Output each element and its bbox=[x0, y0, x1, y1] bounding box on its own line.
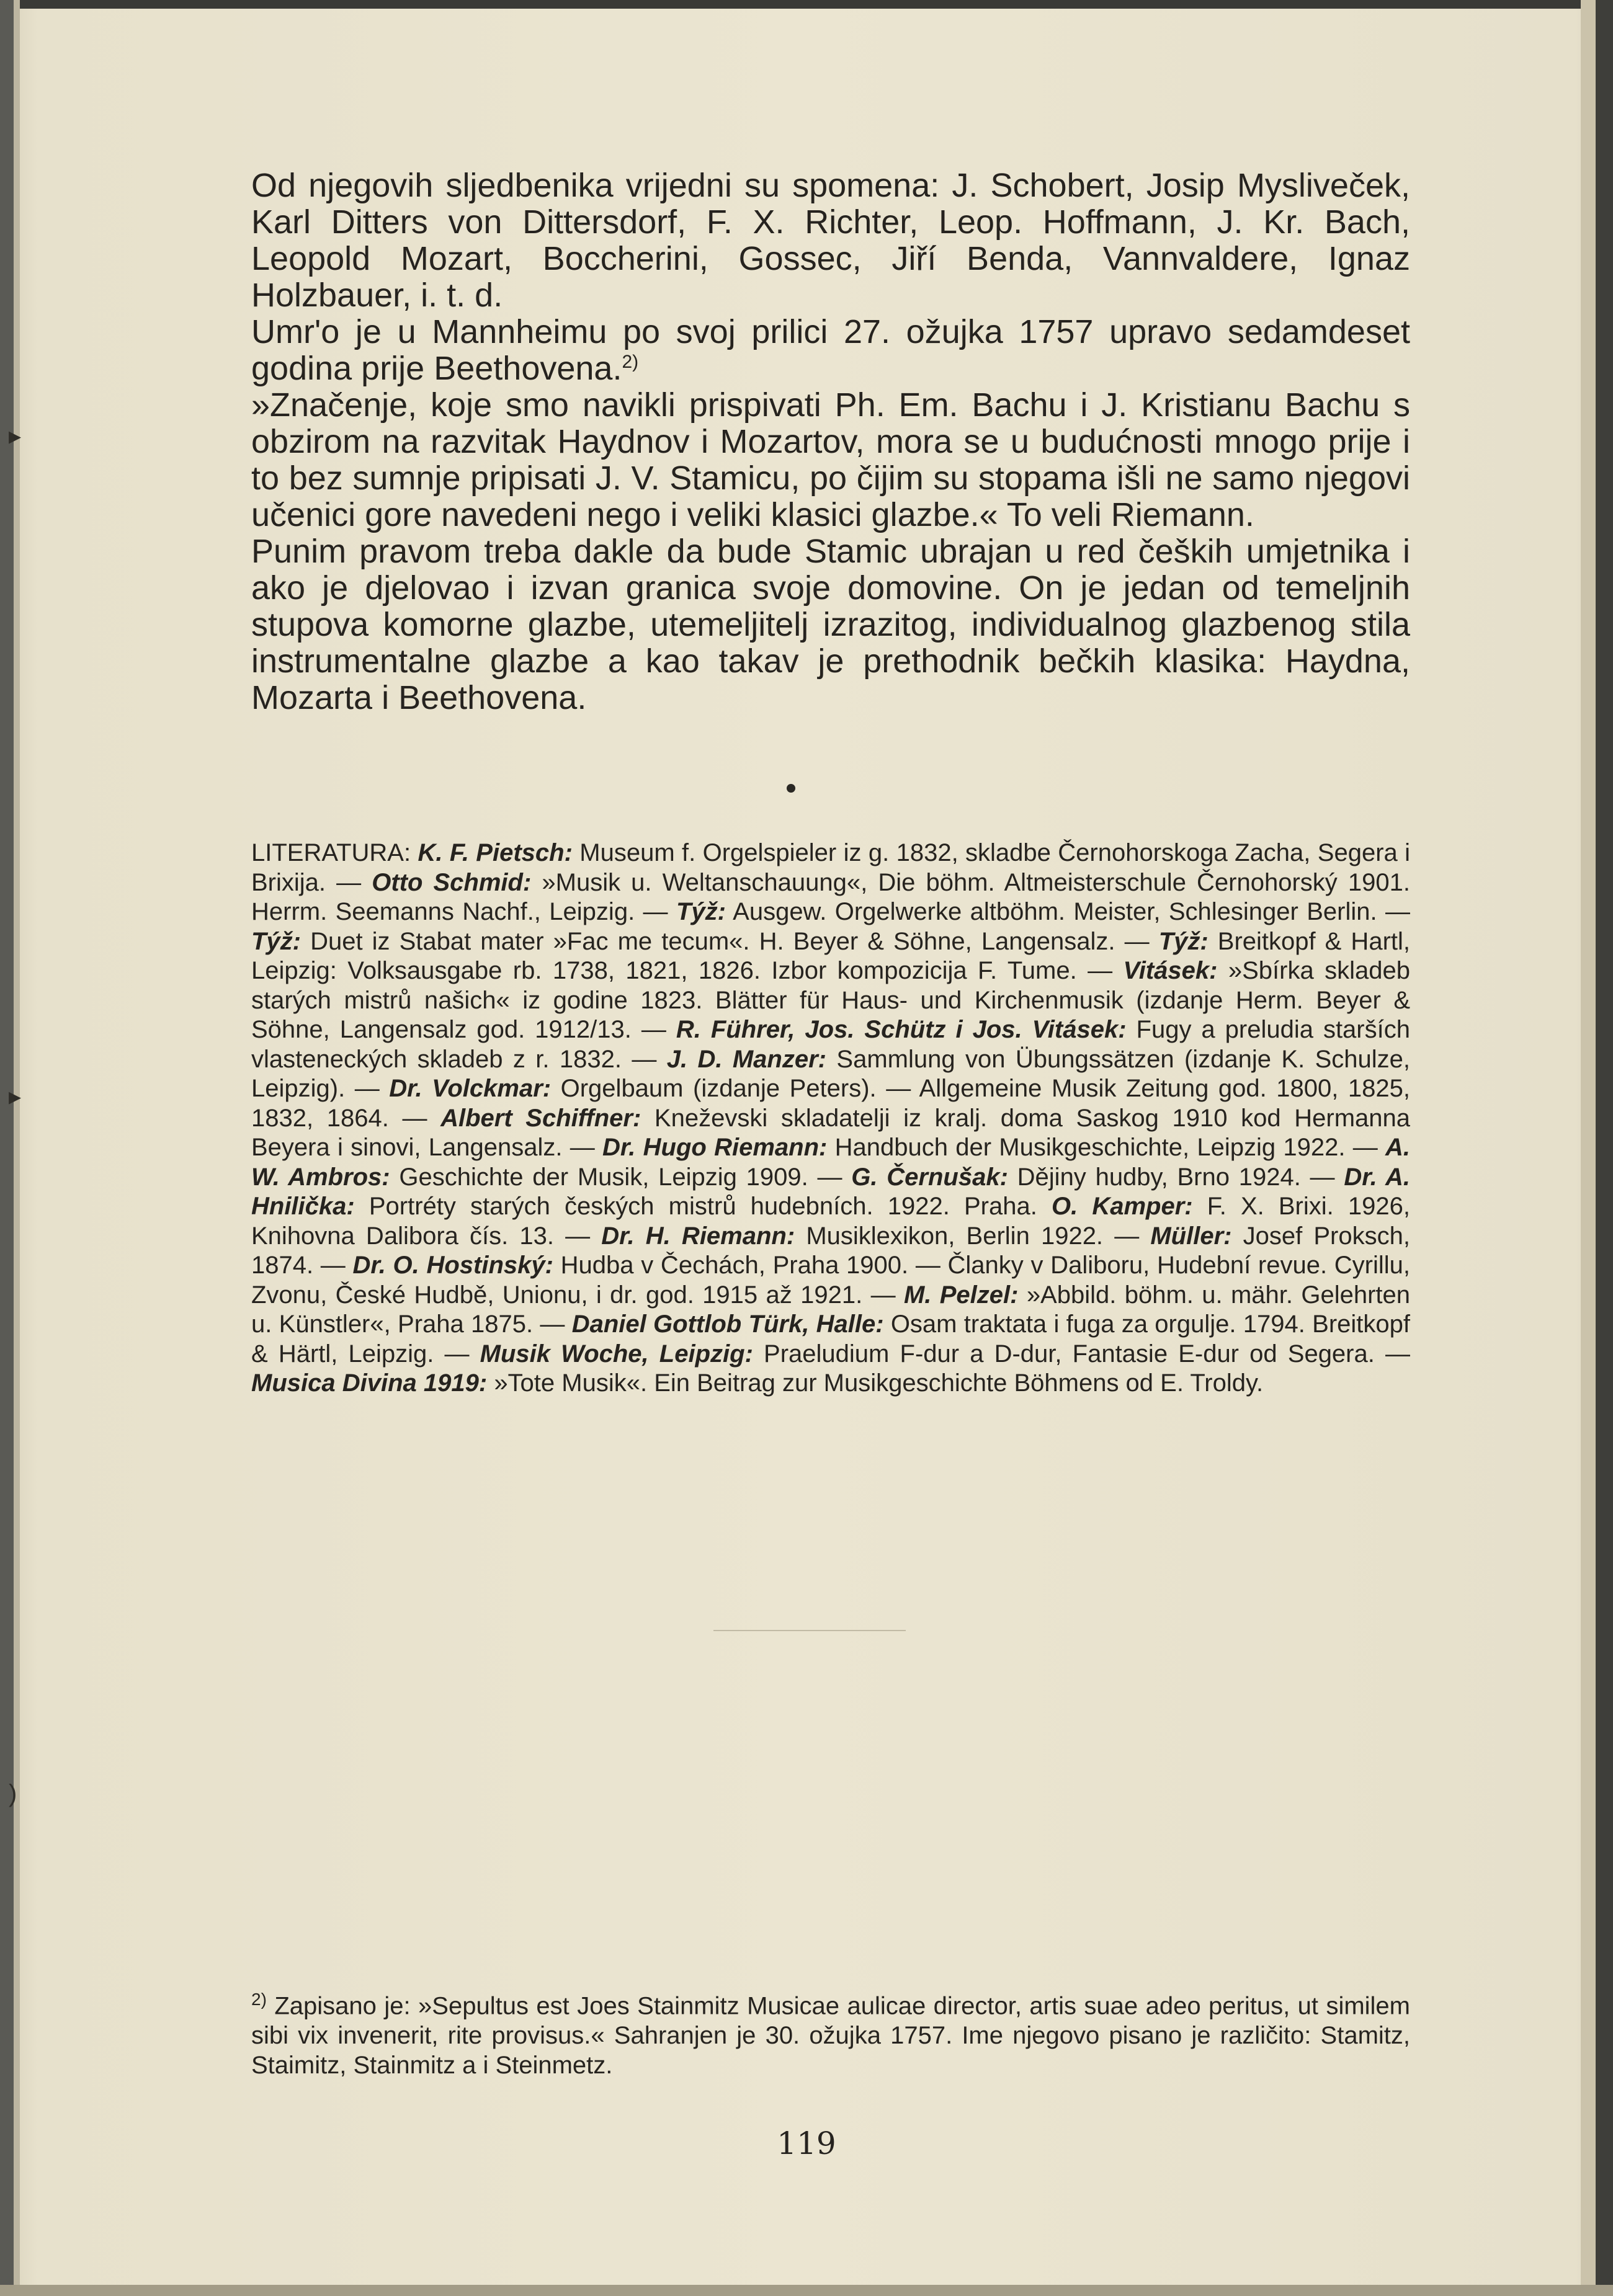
lit-author: Musica Divina 1919: bbox=[251, 1369, 488, 1397]
paragraph-death: Umr'o je u Mannheimu po svoj prilici 27. ožujka 1757 upravo sedamdeset godina prije Beethovena.$^{2)}$ bbox=[251, 313, 1410, 387]
lit-author: Müller: bbox=[1150, 1222, 1232, 1250]
scan-left-edge-shadow bbox=[14, 0, 20, 2296]
lit-entry: Josef Proksch, 1874. — bbox=[251, 1222, 1410, 1279]
lit-author: Dr. Hugo Riemann: bbox=[602, 1134, 828, 1161]
lit-entry: »Abbild. böhm. u. mähr. Gelehrten u. Künstler«, Praha 1875. — bbox=[251, 1281, 1410, 1338]
lit-entry: Portréty starých českých mistrů hudebních. 1922. Praha. bbox=[369, 1193, 1037, 1220]
lit-author: Vitásek: bbox=[1123, 957, 1218, 984]
scan-left-edge bbox=[0, 0, 14, 2296]
lit-author: Dr. Volckmar: bbox=[389, 1075, 552, 1102]
lit-entry: Dějiny hudby, Brno 1924. — bbox=[1017, 1163, 1335, 1191]
lit-entry: Handbuch der Musikgeschichte, Leipzig 1922. — bbox=[834, 1134, 1378, 1161]
lit-entry: »Tote Musik«. Ein Beitrag zur Musikgeschichte Böhmens od E. Troldy. bbox=[494, 1369, 1264, 1397]
section-divider bbox=[713, 1630, 906, 1631]
lit-entry: Hudba v Čechách, Praha 1900. — Članky v Daliboru, Hudební revue. Cyrillu, Zvonu, České Hudbě, Unionu, i dr. god. 1915 až 1921. — bbox=[251, 1252, 1410, 1309]
page-number: 119 bbox=[777, 2125, 836, 2161]
lit-author: M. Pelzel: bbox=[903, 1281, 1019, 1309]
lit-entry: Ausgew. Orgelwerke altböhm. Meister, Schlesinger Berlin. — bbox=[733, 898, 1410, 925]
lit-author: J. D. Manzer: bbox=[666, 1045, 826, 1073]
lit-entry: Musiklexikon, Berlin 1922. — bbox=[806, 1222, 1140, 1250]
lit-entry: Orgelbaum (izdanje Peters). — Allgemeine Musik Zeitung god. 1800, 1825, 1832, 1864. — bbox=[251, 1075, 1410, 1132]
paragraph-conclusion: Punim pravom treba dakle da bude Stamic ubrajan u red čeških umjetnika i ako je djelovao i izvan granica svoje domovine. On je jedan od temeljnih stupova komorne glazbe, utemeljitelj izrazitog, individualnog glazbenog stila instrumentalne glazbe a kao takav je prethodnik bečkih klasika: Haydna, Mozarta i Beethovena. bbox=[251, 533, 1410, 716]
lit-author: A. W. Ambros: bbox=[251, 1134, 1410, 1191]
footnote-ref: 2) bbox=[622, 352, 639, 372]
lit-entry: »Musik u. Weltanschauung«, Die böhm. Altmeisterschule Černohorský 1901. Herrm. Seemanns Nachf., Leipzig. — bbox=[251, 868, 1410, 925]
scan-right-edge-shadow bbox=[1581, 0, 1596, 2296]
lit-author: Dr. O. Hostinský: bbox=[352, 1252, 553, 1279]
lit-author: Dr. A. Hnilička: bbox=[251, 1163, 1410, 1220]
lit-author: Daniel Gottlob Türk, Halle: bbox=[571, 1310, 884, 1338]
scan-right-edge bbox=[1596, 0, 1613, 2296]
lit-entry: Praeludium F-dur a D-dur, Fantasie E-dur od Segera. — bbox=[764, 1340, 1410, 1368]
margin-mark-3: ) bbox=[9, 1780, 17, 1807]
lit-entry: Sammlung von Übungssätzen (izdanje K. Schulze, Leipzig). — bbox=[251, 1045, 1410, 1102]
lit-author: R. Führer, Jos. Schütz i Jos. Vitásek: bbox=[676, 1016, 1127, 1043]
main-text bbox=[251, 167, 1410, 716]
lit-entry: Geschichte der Musik, Leipzig 1909. — bbox=[399, 1163, 842, 1191]
section-separator-dot bbox=[787, 784, 795, 793]
footnote-text: Zapisano je: »Sepultus est Joes Stainmitz Musicae aulicae director, artis suae adeo peritus, ut similem sibi vix invenerit, rite provisus.« Sahranjen je 30. ožujka 1757. Ime njegovo pisano je različito: Stamitz, Staimitz, Stainmitz a i Steinmetz. bbox=[251, 1992, 1410, 2080]
lit-author: Týž: bbox=[251, 927, 301, 955]
lit-entry: Fugy a preludia starších vlasteneckých skladeb z r. 1832. — bbox=[251, 1016, 1410, 1073]
lit-author: Albert Schiffner: bbox=[440, 1104, 641, 1132]
literature-heading: LITERATURA: bbox=[251, 839, 411, 866]
lit-author: Musik Woche, Leipzig: bbox=[480, 1340, 753, 1368]
scan-bottom-edge bbox=[0, 2285, 1613, 2296]
lit-entry: Osam traktata i fuga za orgulje. 1794. Breitkopf & Härtl, Leipzig. — bbox=[251, 1310, 1411, 1368]
lit-author: G. Černušak: bbox=[851, 1163, 1008, 1191]
literature-section bbox=[251, 839, 1410, 1399]
lit-entry: Kneževski skladatelji iz kralj. doma Saskog 1910 kod Hermanna Beyera i sinovi, Langensalz. — bbox=[251, 1104, 1411, 1161]
lit-entry: Duet iz Stabat mater »Fac me tecum«. H. Beyer & Söhne, Langensalz. — bbox=[310, 927, 1150, 955]
lit-author: Týž: bbox=[676, 898, 726, 925]
lit-author: Otto Schmid: bbox=[372, 868, 532, 896]
lit-entry: »Sbírka skladeb starých mistrů našich« iz godine 1823. Blätter für Haus- und Kirchenmusik (izdanje Herm. Beyer & Söhne, Langensalz god. 1912/13. — bbox=[251, 957, 1410, 1043]
paragraph-successors: Od njegovih sljedbenika vrijedni su spomena: J. Schobert, Josip Mysliveček, Karl Ditters von Dittersdorf, F. X. Richter, Leop. Hoffmann, J. Kr. Bach, Leopold Mozart, Boccherini, Gossec, Jiří Benda, Vannvaldere, Ignaz Holzbauer, i. t. d. bbox=[251, 167, 1410, 314]
lit-entry: F. X. Brixi. 1926, Knihovna Dalibora čís. 13. — bbox=[251, 1193, 1410, 1250]
lit-author: Týž: bbox=[1158, 927, 1209, 955]
lit-author: K. F. Pietsch: bbox=[418, 839, 573, 866]
scan-top-edge bbox=[0, 0, 1613, 9]
paragraph-riemann-quote: »Značenje, koje smo navikli prispivati Ph. Em. Bachu i J. Kristianu Bachu s obzirom na razvitak Haydnov i Mozartov, mora se u budućnosti mnogo prije i to bez sumnje pripisati J. V. Stamicu, po čijim su stopama išli ne samo njegovi učenici gore navedeni nego i veliki klasici glazbe.« To veli Riemann. bbox=[251, 386, 1410, 533]
footnote-marker: 2) bbox=[251, 1990, 267, 2009]
lit-entry: Museum f. Orgelspieler iz g. 1832, skladbe Černohorskoga Zacha, Segera i Brixija. — bbox=[251, 839, 1411, 896]
lit-entry: Breitkopf & Hartl, Leipzig: Volksausgabe rb. 1738, 1821, 1826. Izbor kompozicija F. Tume. — bbox=[251, 927, 1410, 984]
margin-mark-1: ▸ bbox=[9, 422, 22, 450]
lit-author: O. Kamper: bbox=[1051, 1193, 1193, 1220]
footnote bbox=[251, 1985, 1410, 2080]
lit-author: Dr. H. Riemann: bbox=[601, 1222, 795, 1250]
margin-mark-2: ▸ bbox=[9, 1083, 22, 1110]
